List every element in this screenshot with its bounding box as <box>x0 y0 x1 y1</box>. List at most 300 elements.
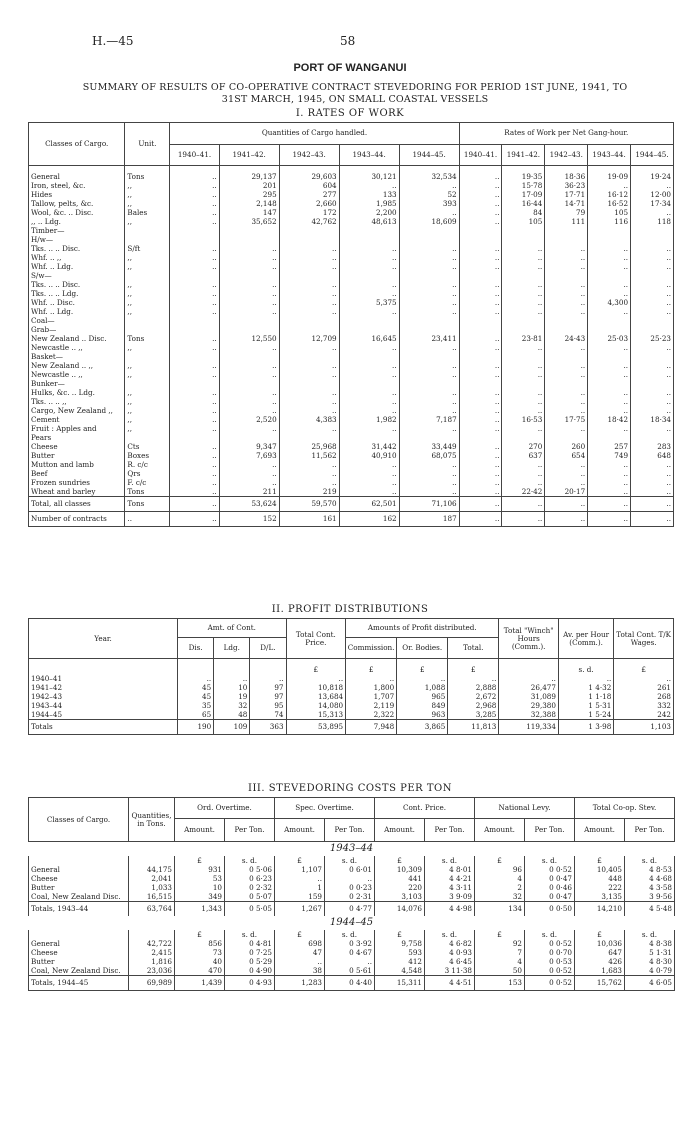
table-cell: .. <box>502 253 545 262</box>
table-cell: 0 5·07 <box>225 892 275 902</box>
table-cell: .. <box>588 424 631 433</box>
table-cell: ,, <box>125 406 170 415</box>
table-cell: .. <box>279 361 339 370</box>
table-cell <box>279 271 339 280</box>
table-cell: .. <box>339 253 399 262</box>
table-row <box>29 406 674 415</box>
table-cell: 47 <box>275 948 325 957</box>
table-cell: .. <box>339 469 399 478</box>
table-cell: 0 0·70 <box>525 948 575 957</box>
table-cell: .. <box>545 361 588 370</box>
table-cell: 1,707 <box>346 692 397 701</box>
table-cell: 1 4·32 <box>558 683 613 692</box>
table-cell <box>588 226 631 235</box>
table-cell: .. <box>399 244 459 253</box>
cargo-class: Coal, New Zealand Disc. <box>29 892 129 902</box>
table-cell <box>545 226 588 235</box>
table-cell <box>459 325 502 334</box>
cargo-class: Iron, steel, &c. <box>29 181 125 190</box>
unit-label: £ <box>614 665 674 674</box>
table-cell: 4 5·48 <box>625 902 675 917</box>
table-cell <box>588 379 631 388</box>
table-cell <box>545 325 588 334</box>
table-cell: 0 5·06 <box>225 865 275 874</box>
table-cell: .. <box>588 497 631 512</box>
sub-header: Total. <box>448 638 499 659</box>
table-cell <box>502 433 545 442</box>
table-row <box>29 892 675 902</box>
table-cell: .. <box>339 181 399 190</box>
table-cell: 17·71 <box>545 190 588 199</box>
table-cell <box>631 271 674 280</box>
table-cell: 0 0·53 <box>525 957 575 966</box>
table-cell: 26,477 <box>499 683 559 692</box>
table-cell: Tons <box>125 487 170 497</box>
table-cell: .. <box>339 343 399 352</box>
sub-header: Ldg. <box>214 638 250 659</box>
table-cell: 1,107 <box>275 865 325 874</box>
table-cell: .. <box>459 289 502 298</box>
table-cell: ,, <box>125 370 170 379</box>
table-cell: 1,982 <box>339 415 399 424</box>
table-cell: 109 <box>214 720 250 735</box>
table-row <box>29 478 674 487</box>
table-cell <box>279 316 339 325</box>
table-cell: .. <box>399 289 459 298</box>
qty-tons-header: Quantities, in Tons. <box>129 798 175 842</box>
total-coop-header: Total Co-op. Stev. <box>575 798 675 819</box>
table-cell <box>219 352 279 361</box>
table-cell: .. <box>545 397 588 406</box>
table-cell: 0 6·23 <box>225 874 275 883</box>
table-cell: .. <box>448 674 499 683</box>
table-cell: 53,895 <box>286 720 346 735</box>
table-cell: .. <box>170 497 219 512</box>
table-cell: .. <box>631 388 674 397</box>
table-cell: .. <box>459 298 502 307</box>
table-row <box>29 298 674 307</box>
table-cell <box>545 271 588 280</box>
table-cell: .. <box>459 478 502 487</box>
table-cell: .. <box>170 298 219 307</box>
table-cell: .. <box>279 307 339 316</box>
cargo-class: Bunker— <box>29 379 125 388</box>
table-cell: .. <box>459 181 502 190</box>
section-2-title: II. PROFIT DISTRIBUTIONS <box>271 604 429 615</box>
table-cell <box>399 271 459 280</box>
table-cell <box>459 271 502 280</box>
table-cell <box>631 235 674 244</box>
table-cell: .. <box>214 674 250 683</box>
table-cell <box>170 235 219 244</box>
table-cell: .. <box>399 370 459 379</box>
table-cell: .. <box>219 469 279 478</box>
table-cell: .. <box>502 343 545 352</box>
cargo-class: Newcastle .. ,, <box>29 370 125 379</box>
year-label: 1942–43 <box>29 692 178 701</box>
table-cell: 97 <box>250 692 286 701</box>
unit-label: s. d. <box>625 856 675 865</box>
table-cell: ,, <box>125 280 170 289</box>
cargo-class: General <box>29 939 129 948</box>
table-cell: 42,722 <box>129 939 175 948</box>
totals-row <box>29 976 675 991</box>
table-cell: 105 <box>502 217 545 226</box>
table-cell: 283 <box>631 442 674 451</box>
cargo-class: H/w— <box>29 235 125 244</box>
cargo-class: Tks. .. .. Disc. <box>29 280 125 289</box>
table-cell: 7,948 <box>346 720 397 735</box>
table-cell <box>399 352 459 361</box>
per-ton-header: Per Ton. <box>625 819 675 842</box>
table-cell: ,, <box>125 343 170 352</box>
unit-label: s. d. <box>625 930 675 939</box>
table-row <box>29 692 674 701</box>
table-cell: .. <box>558 674 613 683</box>
table-cell: .. <box>459 451 502 460</box>
table-cell: .. <box>588 460 631 469</box>
unit-label: £ <box>275 930 325 939</box>
col-unit-header: Unit. <box>125 123 170 166</box>
table-cell: .. <box>170 262 219 271</box>
table-cell: 23·81 <box>502 334 545 343</box>
cargo-class: Newcastle .. ,, <box>29 343 125 352</box>
table-cell: 349 <box>175 892 225 902</box>
table-cell <box>279 352 339 361</box>
table-cell <box>502 271 545 280</box>
table-cell <box>588 352 631 361</box>
table-cell: .. <box>275 957 325 966</box>
table-cell: 4 3·11 <box>425 883 475 892</box>
table-cell: .. <box>502 406 545 415</box>
table-cell <box>125 433 170 442</box>
table-cell: .. <box>399 397 459 406</box>
table-cell <box>125 379 170 388</box>
table-cell: 25·03 <box>588 334 631 343</box>
table-cell: 16,515 <box>129 892 175 902</box>
unit-label: s. d. <box>425 856 475 865</box>
table-cell: 1,088 <box>397 683 448 692</box>
table-cell: 0 6·01 <box>325 865 375 874</box>
table-row <box>29 433 674 442</box>
table-cell <box>459 433 502 442</box>
table-cell: Boxes <box>125 451 170 460</box>
table-cell: .. <box>588 370 631 379</box>
table-cell: .. <box>399 181 459 190</box>
cargo-class: Grab— <box>29 325 125 334</box>
qty-group-header: Quantities of Cargo handled. <box>170 123 459 145</box>
table-cell: .. <box>459 244 502 253</box>
table-cell <box>502 316 545 325</box>
table-cell: .. <box>346 674 397 683</box>
table-cell: 1 5·31 <box>558 701 613 710</box>
table-cell: .. <box>279 406 339 415</box>
table-cell: .. <box>339 478 399 487</box>
qty-year-header: 1944–45. <box>399 144 459 166</box>
table-row <box>29 683 674 692</box>
unit-row <box>29 665 674 674</box>
table-cell: .. <box>545 262 588 271</box>
table-cell: .. <box>170 361 219 370</box>
table-cell: .. <box>502 478 545 487</box>
table-cell: .. <box>459 343 502 352</box>
table-cell: R. c/c <box>125 460 170 469</box>
table-cell: .. <box>588 388 631 397</box>
table-cell: 10,309 <box>375 865 425 874</box>
table-cell: .. <box>339 406 399 415</box>
table-cell: 38 <box>275 966 325 976</box>
table-cell: ,, <box>125 361 170 370</box>
table-cell: 133 <box>339 190 399 199</box>
table-cell: 0 4·90 <box>225 966 275 976</box>
subtitle-line-2: 31ST MARCH, 1945, ON SMALL COASTAL VESSELS <box>221 94 489 105</box>
table-cell <box>545 235 588 244</box>
rates-of-work-table <box>28 122 674 527</box>
table-cell <box>399 316 459 325</box>
table-cell: 4 8·38 <box>625 939 675 948</box>
table-cell: 4 6·82 <box>425 939 475 948</box>
table-cell: .. <box>170 217 219 226</box>
table-cell: .. <box>170 289 219 298</box>
table-cell: 18,609 <box>399 217 459 226</box>
table-cell: .. <box>631 460 674 469</box>
table-cell: 32,534 <box>399 172 459 181</box>
table-cell: 53 <box>175 874 225 883</box>
qty-year-header: 1942–43. <box>279 144 339 166</box>
table-cell: ,, <box>125 307 170 316</box>
table-row <box>29 343 674 352</box>
table-cell: .. <box>459 397 502 406</box>
table-cell: .. <box>279 244 339 253</box>
table-cell: ,, <box>125 217 170 226</box>
table-cell: 931 <box>175 865 225 874</box>
table-cell <box>545 316 588 325</box>
totals-row <box>29 902 675 917</box>
table-cell: .. <box>502 497 545 512</box>
table-cell: .. <box>170 370 219 379</box>
table-cell: 18·34 <box>631 415 674 424</box>
table-cell: 9,347 <box>219 442 279 451</box>
cargo-class: Coal, New Zealand Disc. <box>29 966 129 976</box>
table-cell: 1,439 <box>175 976 225 991</box>
table-cell <box>219 433 279 442</box>
table-cell <box>279 433 339 442</box>
table-row <box>29 181 674 190</box>
table-cell: .. <box>339 370 399 379</box>
cargo-class: Hulks, &c. .. Ldg. <box>29 388 125 397</box>
table-cell: 96 <box>475 865 525 874</box>
table-cell: .. <box>399 469 459 478</box>
unit-label: £ <box>275 856 325 865</box>
table-row <box>29 451 674 460</box>
table-cell <box>545 379 588 388</box>
table-cell: 2,200 <box>339 208 399 217</box>
table-cell: Tons <box>125 497 170 512</box>
stevedoring-costs-table <box>28 797 675 991</box>
table-cell: .. <box>502 397 545 406</box>
table-cell: 84 <box>502 208 545 217</box>
table-cell: 1 5·24 <box>558 710 613 720</box>
table-cell: .. <box>631 397 674 406</box>
unit-label: s. d. <box>525 856 575 865</box>
table-row <box>29 966 675 976</box>
table-row <box>29 874 675 883</box>
table-cell: .. <box>219 424 279 433</box>
table-cell: 0 0·52 <box>525 966 575 976</box>
table-cell: .. <box>588 289 631 298</box>
table-cell: 153 <box>475 976 525 991</box>
table-cell: .. <box>339 397 399 406</box>
cargo-class: Tks. .. .. Ldg. <box>29 289 125 298</box>
table-row <box>29 325 674 334</box>
table-cell: 25,968 <box>279 442 339 451</box>
table-cell: 13,684 <box>286 692 346 701</box>
table-cell: 62,501 <box>339 497 399 512</box>
table-cell: 19·35 <box>502 172 545 181</box>
year-label: 1940–41 <box>29 674 178 683</box>
table-cell: 35,652 <box>219 217 279 226</box>
table-cell: 1,800 <box>346 683 397 692</box>
table-cell: .. <box>459 199 502 208</box>
unit-label: £ <box>575 930 625 939</box>
table-cell: 29,380 <box>499 701 559 710</box>
table-cell: 0 5·61 <box>325 966 375 976</box>
table-cell: .. <box>219 280 279 289</box>
table-cell: .. <box>286 674 346 683</box>
table-cell: .. <box>502 370 545 379</box>
table-row <box>29 379 674 388</box>
table-cell: .. <box>170 397 219 406</box>
table-cell <box>219 271 279 280</box>
table-cell: 45 <box>178 692 214 701</box>
cargo-class: Tallow, pelts, &c. <box>29 199 125 208</box>
cargo-class: Coal— <box>29 316 125 325</box>
unit-row <box>29 856 675 865</box>
table-cell: 2,322 <box>346 710 397 720</box>
table-cell: 48,613 <box>339 217 399 226</box>
table-cell: .. <box>502 388 545 397</box>
table-row <box>29 674 674 683</box>
table-cell: 270 <box>502 442 545 451</box>
table-cell: 44,175 <box>129 865 175 874</box>
table-cell: .. <box>399 253 459 262</box>
table-cell: .. <box>170 424 219 433</box>
table-cell <box>125 316 170 325</box>
table-cell: 40,910 <box>339 451 399 460</box>
table-cell: .. <box>170 199 219 208</box>
table-cell: .. <box>588 361 631 370</box>
table-cell: .. <box>170 181 219 190</box>
table-cell: 0 3·92 <box>325 939 375 948</box>
table-cell <box>631 325 674 334</box>
table-cell <box>170 379 219 388</box>
table-cell: 10 <box>175 883 225 892</box>
table-cell: 10,405 <box>575 865 625 874</box>
table-cell: 45 <box>178 683 214 692</box>
table-cell: .. <box>399 262 459 271</box>
table-cell <box>631 226 674 235</box>
table-cell: .. <box>459 460 502 469</box>
table-cell: .. <box>588 487 631 497</box>
table-cell: 172 <box>279 208 339 217</box>
table-cell: 698 <box>275 939 325 948</box>
cargo-class: Whf. .. Ldg. <box>29 262 125 271</box>
table-cell: 5 1·31 <box>625 948 675 957</box>
ord-overtime-header: Ord. Overtime. <box>175 798 275 819</box>
sub-header: Commission. <box>346 638 397 659</box>
table-cell <box>631 352 674 361</box>
table-cell: .. <box>325 957 375 966</box>
table-cell: .. <box>631 487 674 497</box>
table-cell: 159 <box>275 892 325 902</box>
table-cell: 69,989 <box>129 976 175 991</box>
table-cell: .. <box>170 487 219 497</box>
table-cell: .. <box>631 244 674 253</box>
table-cell: 59,570 <box>279 497 339 512</box>
table-cell: 15,762 <box>575 976 625 991</box>
table-cell: 32 <box>214 701 250 710</box>
table-cell: 0 0·52 <box>525 865 575 874</box>
table-cell: .. <box>545 280 588 289</box>
cargo-class: Whf. .. Disc. <box>29 298 125 307</box>
table-cell: 161 <box>279 512 339 527</box>
sub-header: Or. Bodies. <box>397 638 448 659</box>
table-row <box>29 316 674 325</box>
table-cell: 637 <box>502 451 545 460</box>
table-cell: .. <box>545 370 588 379</box>
table-cell: 4 4·68 <box>625 874 675 883</box>
cargo-class: Wool, &c. .. Disc. <box>29 208 125 217</box>
table-cell: .. <box>545 253 588 262</box>
table-cell: .. <box>502 361 545 370</box>
table-row <box>29 199 674 208</box>
table-cell: 363 <box>250 720 286 735</box>
table-cell: 147 <box>219 208 279 217</box>
unit-label: s. d. <box>558 665 613 674</box>
table-cell: 4 <box>475 874 525 883</box>
table-row <box>29 865 675 874</box>
table-cell: 134 <box>475 902 525 917</box>
table-cell: 18·36 <box>545 172 588 181</box>
table-cell: .. <box>459 217 502 226</box>
table-cell <box>502 352 545 361</box>
table-cell: 35 <box>178 701 214 710</box>
table-cell: .. <box>631 469 674 478</box>
unit-label: £ <box>175 856 225 865</box>
cargo-class: Mutton and lamb <box>29 460 125 469</box>
table-cell <box>219 226 279 235</box>
cargo-class: Cheese <box>29 874 129 883</box>
table-cell: .. <box>502 469 545 478</box>
table-cell: .. <box>219 343 279 352</box>
table-cell: 2,968 <box>448 701 499 710</box>
cargo-class: Butter <box>29 451 125 460</box>
table-cell: .. <box>170 208 219 217</box>
table-cell: ,, <box>125 388 170 397</box>
table-cell: 1,283 <box>275 976 325 991</box>
totals-row <box>29 720 674 735</box>
winch-hours-header: Total "Winch" Hours (Comm.). <box>499 619 559 659</box>
table-cell <box>588 235 631 244</box>
table-cell: .. <box>459 334 502 343</box>
table-cell: 92 <box>475 939 525 948</box>
table-cell: 261 <box>614 683 674 692</box>
table-cell: .. <box>279 343 339 352</box>
table-cell: .. <box>219 397 279 406</box>
table-cell: 0 2·31 <box>325 892 375 902</box>
table-cell: .. <box>170 172 219 181</box>
table-cell: 71,106 <box>399 497 459 512</box>
